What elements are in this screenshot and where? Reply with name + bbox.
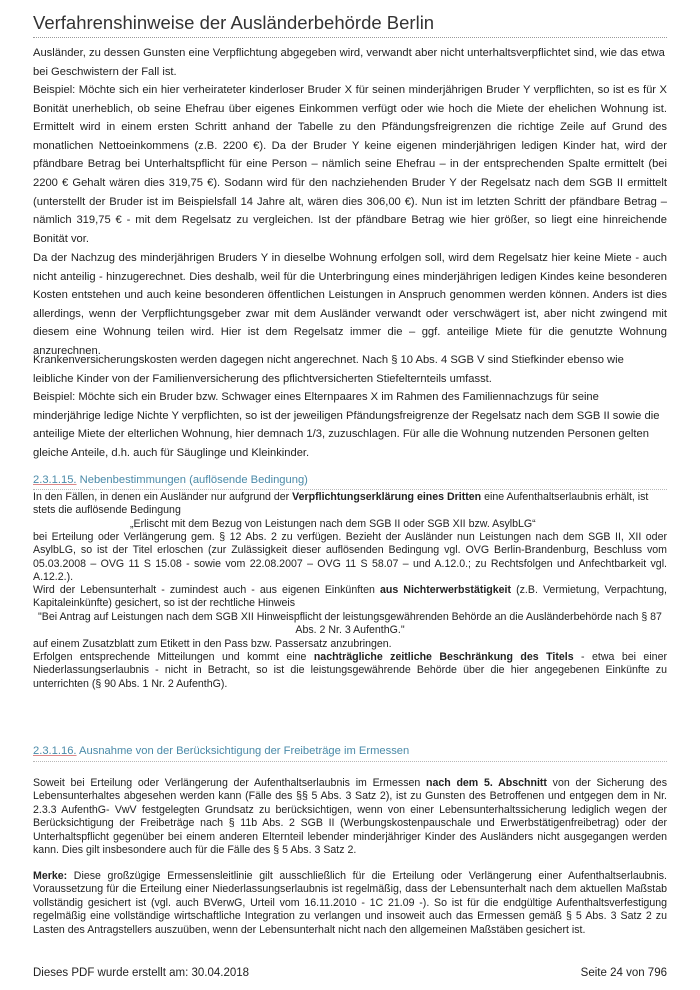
section1-quote-2: "Bei Antrag auf Leistungen nach dem SGB XII Hinweispflicht der leistungsgewährenden Behörde an die Ausländerbehörde nach § 87 Abs. 2 Nr. 3 AufenthG." bbox=[38, 611, 662, 637]
section1-paragraph-2: bei Erteilung oder Verlängerung gem. § 12 Abs. 2 zu verfügen. Bezieht der Ausländer nun Leistungen nach dem SGB II, XII oder AsylbLG, so ist der Titel erloschen (zur Zulässigkeit dieser auflösenden Bedingung vgl. OVG Berlin-Brandenburg, Beschluss vom 05.03.2008 – OVG 11 S 15.08 - sowie vom 22.08.2007 – OVG 11 S 58.07 – und A.12.0.; zu Rechtsfolgen und Anfechtbarkeit vgl. A.12.2.). bbox=[33, 531, 667, 584]
bold-text: Merke: bbox=[33, 870, 68, 882]
footer-created-date: Dieses PDF wurde erstellt am: 30.04.2018 bbox=[33, 967, 250, 979]
page-title: Verfahrenshinweise der Ausländerbehörde Berlin bbox=[33, 12, 435, 33]
section-heading-2-3-1-15 bbox=[33, 474, 308, 486]
bold-text: aus Nichterwerbstätigkeit bbox=[379, 584, 512, 596]
section2-paragraph-1: Soweit bei Erteilung oder Verlängerung der Aufenthaltserlaubnis im Ermessen nach dem 5. Abschnitt von der Sicherung des Lebensunterhaltes abgesehen werden kann (Fälle des §§ 5 Abs. 3 Satz 2), ist zu Gunsten des Betroffenen und entgegen dem in Nr. 2.3.3 AufenthG- VwV festgelegten Grundsatz zu berücksichtigen, wenn von einer Lebensunterhaltssicherung lediglich wegen der Berücksichtigung der Freibeträge nach § 11b Abs. 2 SGB II (Werbungskostenpauschale und Erwerbstätigenfreibetrag) oder der Unterhaltspflicht gegenüber bei einem anderen Elternteil lebender minderjähriger Kinder des Ausländers nicht ausgegangen werden kann. Dies gilt insbesondere auch für die Fälle des § 5 Abs. 3 Satz 2. bbox=[33, 777, 667, 857]
paragraph-health-insurance: Krankenversicherungskosten werden dagegen nicht angerechnet. Nach § 10 Abs. 4 SGB V sind Stiefkinder ebenso wie leibliche Kinder von der Familienversicherung des pflichtversicherten Stiefelternteils umfasst. bbox=[33, 354, 624, 385]
bold-text: Verpflichtungserklärung eines Dritten bbox=[292, 491, 482, 503]
bold-text: nach dem 5. Abschnitt bbox=[426, 777, 547, 789]
section-title: Ausnahme von der Berücksichtigung der Freibeträge im Ermessen bbox=[79, 745, 410, 757]
paragraph-rent: Da der Nachzug des minderjährigen Bruders Y in dieselbe Wohnung erfolgen soll, wird dem Regelsatz hier keine Miete - auch nicht anteilig - hinzugerechnet. Dies deshalb, weil für die Unterbringung eines minderjährigen ledigen Kindes keine besonderen Kosten entstehen und auch keine besonderen öffentlichen Leistungen in Anspruch genommen werden können. Anders ist dies allerdings, wenn der Verpflichtungsgeber zwar mit dem Ausländer verwandt oder verschwägert ist, aber nicht zwingend mit diesem eine Wohnung teilen wird. Hier ist dem Regelsatz immer die – ggf. anteilige Miete für die genutzte Wohnung anzurechnen. bbox=[33, 252, 667, 357]
section-number[interactable]: 2.3.1.16. bbox=[33, 745, 77, 757]
section1-quote-1: „Erlischt mit dem Bezug von Leistungen nach dem SGB II oder SGB XII bzw. AsylbLG“ bbox=[130, 518, 536, 530]
section1-paragraph-5: Erfolgen entsprechende Mitteilungen und kommt eine nachträgliche zeitliche Beschränkung des Titels - etwa bei einer Niederlassungserlaubnis - nicht in Betracht, so ist die leistungsgewährende Behörde über die hier angegebenen Einkünfte zu unterrichten (§ 90 Abs. 1 Nr. 2 AufenthG). bbox=[33, 651, 667, 690]
section-number[interactable]: 2.3.1.15. bbox=[33, 474, 77, 486]
section1-paragraph-3: Wird der Lebensunterhalt - zumindest auch - aus eigenen Einkünften aus Nichterwerbstätigkeit (z.B. Vermietung, Verpachtung, Kapitaleinkünfte) gesichert, so ist der rechtliche Hinweis bbox=[33, 584, 667, 610]
section-heading-2-3-1-16 bbox=[33, 745, 409, 757]
paragraph-example-brother: Beispiel: Möchte sich ein hier verheirateter kinderloser Bruder X für seinen minderjährigen Bruder Y verpflichten, so ist es für X Bonität unerheblich, ob seine Ehefrau über eigenes Einkommen verfügt oder wie hoch die Miete der ehelichen Wohnung ist. Ermittelt wird in einem ersten Schritt anhand der Tabelle zu den Pfändungsfreigrenzen die richtige Zeile auf Grund des monatlichen Nettoeinkommens (z.B. 2200 €). Da der Bruder Y keine eigenen minderjährigen ledigen Kinder hat, wird der pfändbare Betrag bei Unterhaltspflicht für eine Person – nämlich seine Ehefrau – in der entsprechenden Spalte ermittelt (bei 2200 € Gehalt wären dies 319,75 €). Sodann wird für den nachziehenden Bruder Y der Regelsatz nach dem SGB II ermittelt (unterstellt der Bruder ist im Beispielsfall 14 Jahre alt, wären dies 306,00 €). Nun ist im letzten Schritt der pfändbare Betrag – nämlich 319,75 € - mit dem Regelsatz zu vergleichen. Ist der pfändbare Betrag wie hier größer, so liegt eine hinreichende Bonität vor. bbox=[33, 84, 667, 245]
section-title: Nebenbestimmungen (auflösende Bedingung) bbox=[79, 474, 308, 486]
section-divider bbox=[33, 489, 667, 490]
section2-paragraph-2: Merke: Diese großzügige Ermessensleitlinie gilt ausschließlich für die Erteilung oder Verlängerung einer Aufenthaltserlaubnis. Voraussetzung für die Erteilung einer Niederlassungserlaubnis ist regelmäßig, dass der Lebensunterhalt nach dem aktuellen Maßstab vollständig gesichert ist (vgl. auch BVerwG, Urteil vom 16.11.2010 - 1C 21.09 -). So ist für die endgültige Aufenthaltsverfestigung regelmäßig eine vollständige wirtschaftliche Integration zu verlangen und insoweit auch das Ermessen gemäß § 5 Abs. 3 Satz 2 zu Lasten des Antragstellers auszuüben, wenn der Lebensunterhalt nicht nach den allgemeinen Maßstäben gesichert ist. bbox=[33, 870, 667, 936]
bold-text: nachträgliche zeitliche Beschränkung des Titels bbox=[313, 651, 574, 663]
paragraph-example-niece: Beispiel: Möchte sich ein Bruder bzw. Schwager eines Elternpaares X im Rahmen des Familiennachzugs für seine minderjährige ledige Nichte Y verpflichten, so ist der jeweiligen Pfändungsfreigrenze der Regelsatz nach dem SGB II sowie die anteilige Miete der elterlichen Wohnung, hier demnach 1/3, zuzuschlagen. Für alle die Wohnung nutzenden Personen gelten gleiche Anteile, d.h. auch für Säuglinge und Kleinkinder. bbox=[33, 391, 660, 459]
section1-paragraph-4: auf einem Zusatzblatt zum Etikett in den Pass bzw. Passersatz anzubringen. bbox=[33, 638, 392, 650]
section1-paragraph-1: In den Fällen, in denen ein Ausländer nur aufgrund der Verpflichtungserklärung eines Dritten eine Aufenthaltserlaubnis erhält, ist stets die auflösende Bedingung bbox=[33, 491, 649, 517]
section-divider bbox=[33, 761, 667, 762]
paragraph-intro: Ausländer, zu dessen Gunsten eine Verpflichtung abgegeben wird, verwandt aber nicht unterhaltsverpflichtet sind, wie das etwa bei Geschwistern der Fall ist. bbox=[33, 47, 665, 78]
footer-page-number: Seite 24 von 796 bbox=[580, 967, 667, 979]
title-divider bbox=[33, 37, 667, 38]
